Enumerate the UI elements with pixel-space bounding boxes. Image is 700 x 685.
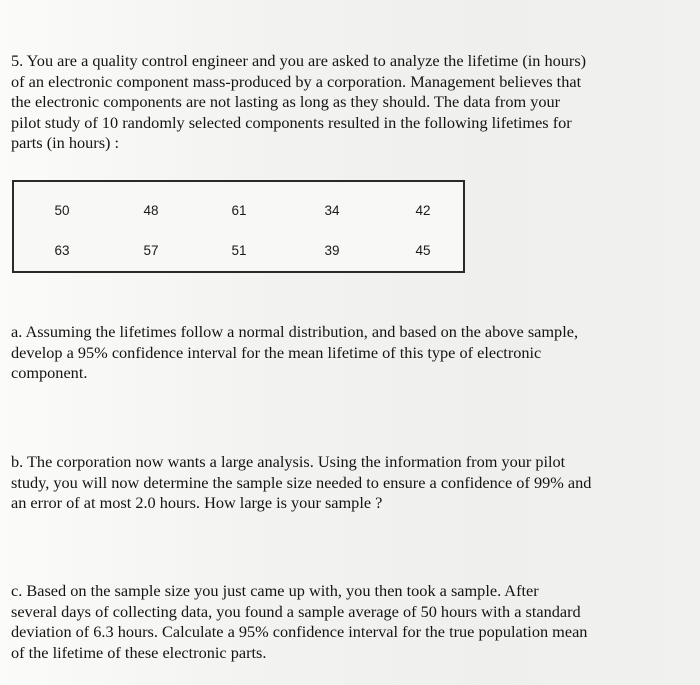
table-cell: 42 <box>415 203 431 218</box>
part-a-question: a. Assuming the lifetimes follow a normal distribution, and based on the above sample, develop a 95% confidence interval for the mean lifetime of this type of electronic component. <box>11 322 579 382</box>
table-cell: 61 <box>231 203 247 218</box>
table-cell: 51 <box>231 243 247 258</box>
table-cell: 50 <box>54 203 70 218</box>
part-c-question: c. Based on the sample size you just came up with, you then took a sample. After several days of collecting data, you found a sample average of 50 hours with a standard deviation of 6.3 hours. Calculate a 95% confidence interval for the true population mean of the lifetime of these electronic parts. <box>11 581 588 662</box>
part-b-question: b. The corporation now wants a large analysis. Using the information from your pilot study, you will now determine the sample size needed to ensure a confidence of 99% and an error of at most 2.0 hours. How large is your sample ? <box>11 452 592 512</box>
table-cell: 45 <box>415 243 431 258</box>
table-cell: 57 <box>143 243 159 258</box>
table-cell: 34 <box>324 203 340 218</box>
lifetime-data-table <box>12 180 465 273</box>
table-cell: 39 <box>324 243 340 258</box>
table-cell: 48 <box>143 203 159 218</box>
problem-intro-text: 5. You are a quality control engineer and you are asked to analyze the lifetime (in hours) of an electronic component mass-produced by a corporation. Management believes that the electronic components are not lasting as long as they should. The data from your pilot study of 10 randomly selected components resulted in the following lifetimes for parts (in hours) : <box>11 51 587 152</box>
table-cell: 63 <box>54 243 70 258</box>
